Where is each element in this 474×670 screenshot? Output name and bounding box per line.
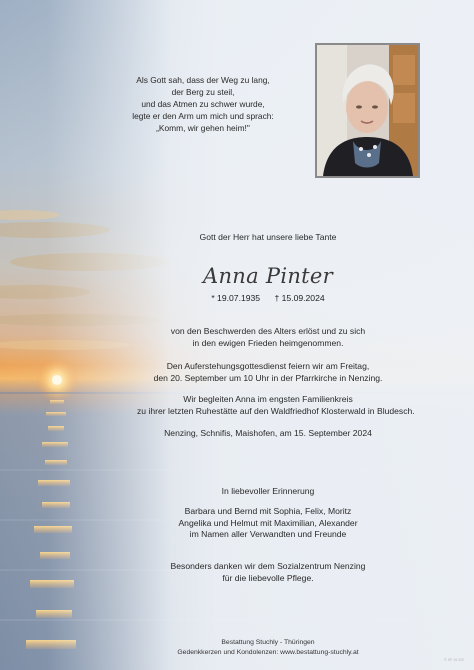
thanks-line: Besonders danken wir dem Sozialzentrum Nenzing — [170, 561, 366, 571]
paragraph-line: Den Auferstehungsgottesdienst feiern wir am Freitag, — [166, 361, 370, 371]
paragraph-line: zu ihrer letzten Ruhestätte auf den Waldfriedhof Klosterwald in Bludesch. — [137, 405, 415, 416]
memory-title: In liebevoller Erinnerung — [221, 486, 315, 496]
mourner-line: Barbara und Bernd mit Sophia, Felix, Moritz — [184, 506, 352, 516]
paragraph-line: Wir begleiten Anna im engsten Familienkreis — [183, 394, 353, 404]
footer — [137, 638, 399, 657]
mourner-line: Angelika und Helmut mit Maximilian, Alexander — [178, 517, 358, 528]
poem — [118, 74, 288, 134]
relief-paragraph — [137, 326, 399, 349]
intro-text: Gott der Herr hat unsere liebe Tante — [199, 232, 337, 242]
funeral-home-name: Bestattung Stuchly - Thüringen — [221, 639, 315, 646]
death-date: † 15.09.2024 — [274, 293, 325, 303]
birth-date: * 19.07.1935 — [211, 293, 261, 303]
funeral-home-contact: Gedenkkerzen und Kondolenzen: www.bestattung-stuchly.at — [177, 648, 359, 656]
poem-line: Als Gott sah, dass der Weg zu lang, — [136, 75, 270, 85]
thanks-paragraph — [137, 561, 399, 584]
paragraph-line: den 20. September um 10 Uhr in der Pfarrkirche in Nenzing. — [153, 372, 383, 383]
deceased-name: Anna Pinter — [203, 264, 333, 288]
mourner-line: im Namen aller Verwandten und Freunde — [189, 529, 347, 539]
place-date: Nenzing, Schnifis, Maishofen, am 15. September 2024 — [164, 428, 372, 438]
burial-paragraph — [137, 394, 415, 417]
thanks-line: für die liebevolle Pflege. — [222, 572, 314, 583]
portrait-photo — [315, 43, 420, 178]
poem-line: legte er den Arm um mich und sprach: — [132, 111, 274, 121]
poem-line: „Komm, wir gehen heim!" — [156, 123, 250, 133]
service-paragraph — [137, 361, 399, 384]
paragraph-line: von den Beschwerden des Alters erlöst und zu sich — [170, 326, 366, 336]
paragraph-line: in den ewigen Frieden heimgenommen. — [192, 337, 344, 348]
mourners-list — [137, 506, 399, 541]
life-dates — [137, 293, 399, 303]
poem-line: der Berg zu steil, — [171, 87, 235, 97]
print-code: © SP 16 200 — [444, 658, 464, 662]
poem-line: und das Atmen zu schwer wurde, — [141, 99, 265, 109]
